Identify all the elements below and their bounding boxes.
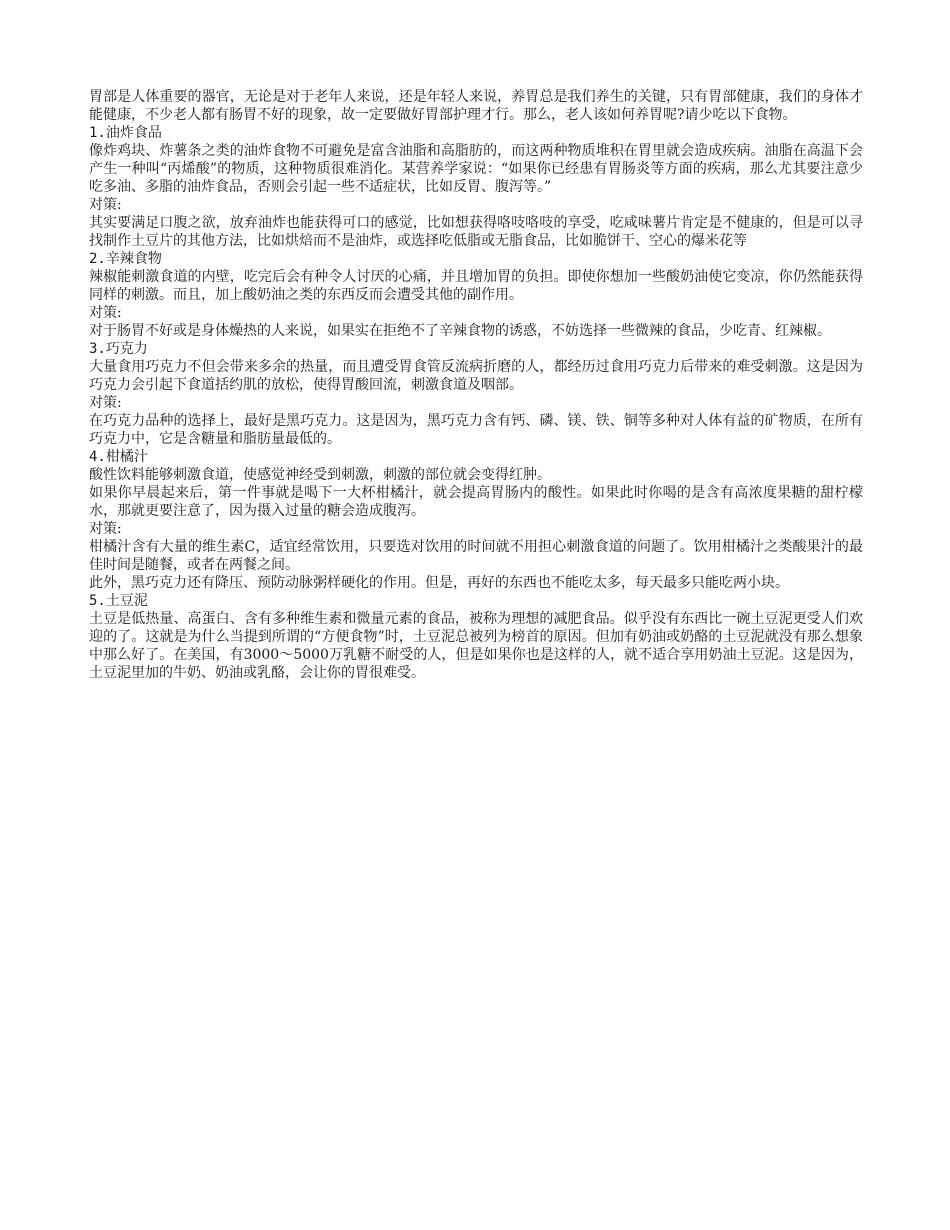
- section-heading-fried-food: 1.油炸食品: [89, 125, 162, 141]
- countermeasure-label: 对策:: [89, 305, 122, 321]
- countermeasure-label: 对策:: [89, 395, 122, 411]
- section-body-fried-food: 像炸鸡块、炸薯条之类的油炸食物不可避免是富含油脂和高脂肪的，而这两种物质堆积在胃里就会造成疾病。油脂在高温下会产生一种叫“丙烯酸”的物质，这种物质很难消化。某营养学家说：“如果你已经患有胃肠炎等方面的疾病，那么尤其要注意少吃多油、多脂的油炸食品，否则会引起一些不适症状，比如反胃、腹泻等。”: [89, 143, 863, 195]
- section-body-chocolate: 大量食用巧克力不但会带来多余的热量，而且遭受胃食管反流病折磨的人，都经历过食用巧克力后带来的难受刺激。这是因为巧克力会引起下食道括约肌的放松，使得胃酸回流，刺激食道及咽部。: [89, 359, 863, 393]
- article: [89, 88, 863, 682]
- section-heading-chocolate: 3.巧克力: [89, 341, 148, 357]
- section-body-mashed-potato: 土豆是低热量、高蛋白、含有多种维生素和微量元素的食品，被称为理想的减肥食品。似乎没有东西比一碗土豆泥更受人们欢迎的了。这就是为什么当提到所谓的“方便食物”时，土豆泥总被列为榜首的原因。但加有奶油或奶酪的土豆泥就没有那么想象中那么好了。在美国，有3000～5000万乳糖不耐受的人，但是如果你也是这样的人，就不适合享用奶油土豆泥。这是因为，土豆泥里加的牛奶、奶油或乳酪，会让你的胃很难受。: [89, 611, 863, 681]
- section-body-spicy-food: 辣椒能刺激食道的内壁，吃完后会有种令人讨厌的心痛，并且增加胃的负担。即使你想加一些酸奶油使它变凉，你仍然能获得同样的刺激。而且，加上酸奶油之类的东西反而会遭受其他的副作用。: [89, 269, 863, 303]
- countermeasure-label: 对策:: [89, 521, 122, 537]
- section-heading-spicy-food: 2.辛辣食物: [89, 251, 162, 267]
- section-advice-citrus-juice-2: 此外，黑巧克力还有降压、预防动脉粥样硬化的作用。但是，再好的东西也不能吃太多，每天最多只能吃两小块。: [89, 575, 789, 591]
- section-advice-fried-food: 其实要满足口腹之欲，放弃油炸也能获得可口的感觉，比如想获得咯吱咯吱的享受，吃咸味薯片肯定是不健康的，但是可以寻找制作土豆片的其他方法，比如烘焙而不是油炸，或选择吃低脂或无脂食品，比如脆饼干、空心的爆米花等: [89, 215, 863, 249]
- section-body-citrus-juice: 酸性饮料能够刺激食道，使感觉神经受到刺激，刺激的部位就会变得红肿。: [89, 467, 551, 483]
- intro-paragraph: 胃部是人体重要的器官，无论是对于老年人来说，还是年轻人来说，养胃总是我们养生的关键，只有胃部健康，我们的身体才能健康，不少老人都有肠胃不好的现象，故一定要做好胃部护理才行。那么，老人该如何养胃呢?请少吃以下食物。: [89, 89, 863, 123]
- section-heading-mashed-potato: 5.土豆泥: [89, 593, 148, 609]
- countermeasure-label: 对策:: [89, 197, 122, 213]
- section-advice-spicy-food: 对于肠胃不好或是身体燥热的人来说，如果实在拒绝不了辛辣食物的诱惑，不妨选择一些微辣的食品，少吃青、红辣椒。: [89, 323, 831, 339]
- section-advice-chocolate: 在巧克力品种的选择上，最好是黑巧克力。这是因为，黑巧克力含有钙、磷、镁、铁、铜等多种对人体有益的矿物质，在所有巧克力中，它是含糖量和脂肪量最低的。: [89, 413, 863, 447]
- section-heading-citrus-juice: 4.柑橘汁: [89, 449, 148, 465]
- section-body-citrus-juice-2: 如果你早晨起来后，第一件事就是喝下一大杯柑橘汁，就会提高胃肠内的酸性。如果此时你喝的是含有高浓度果糖的甜柠檬水，那就更要注意了，因为摄入过量的糖会造成腹泻。: [89, 485, 863, 519]
- section-advice-citrus-juice: 柑橘汁含有大量的维生素C，适宜经常饮用，只要选对饮用的时间就不用担心刺激食道的问题了。饮用柑橘汁之类酸果汁的最佳时间是随餐，或者在两餐之间。: [89, 539, 863, 573]
